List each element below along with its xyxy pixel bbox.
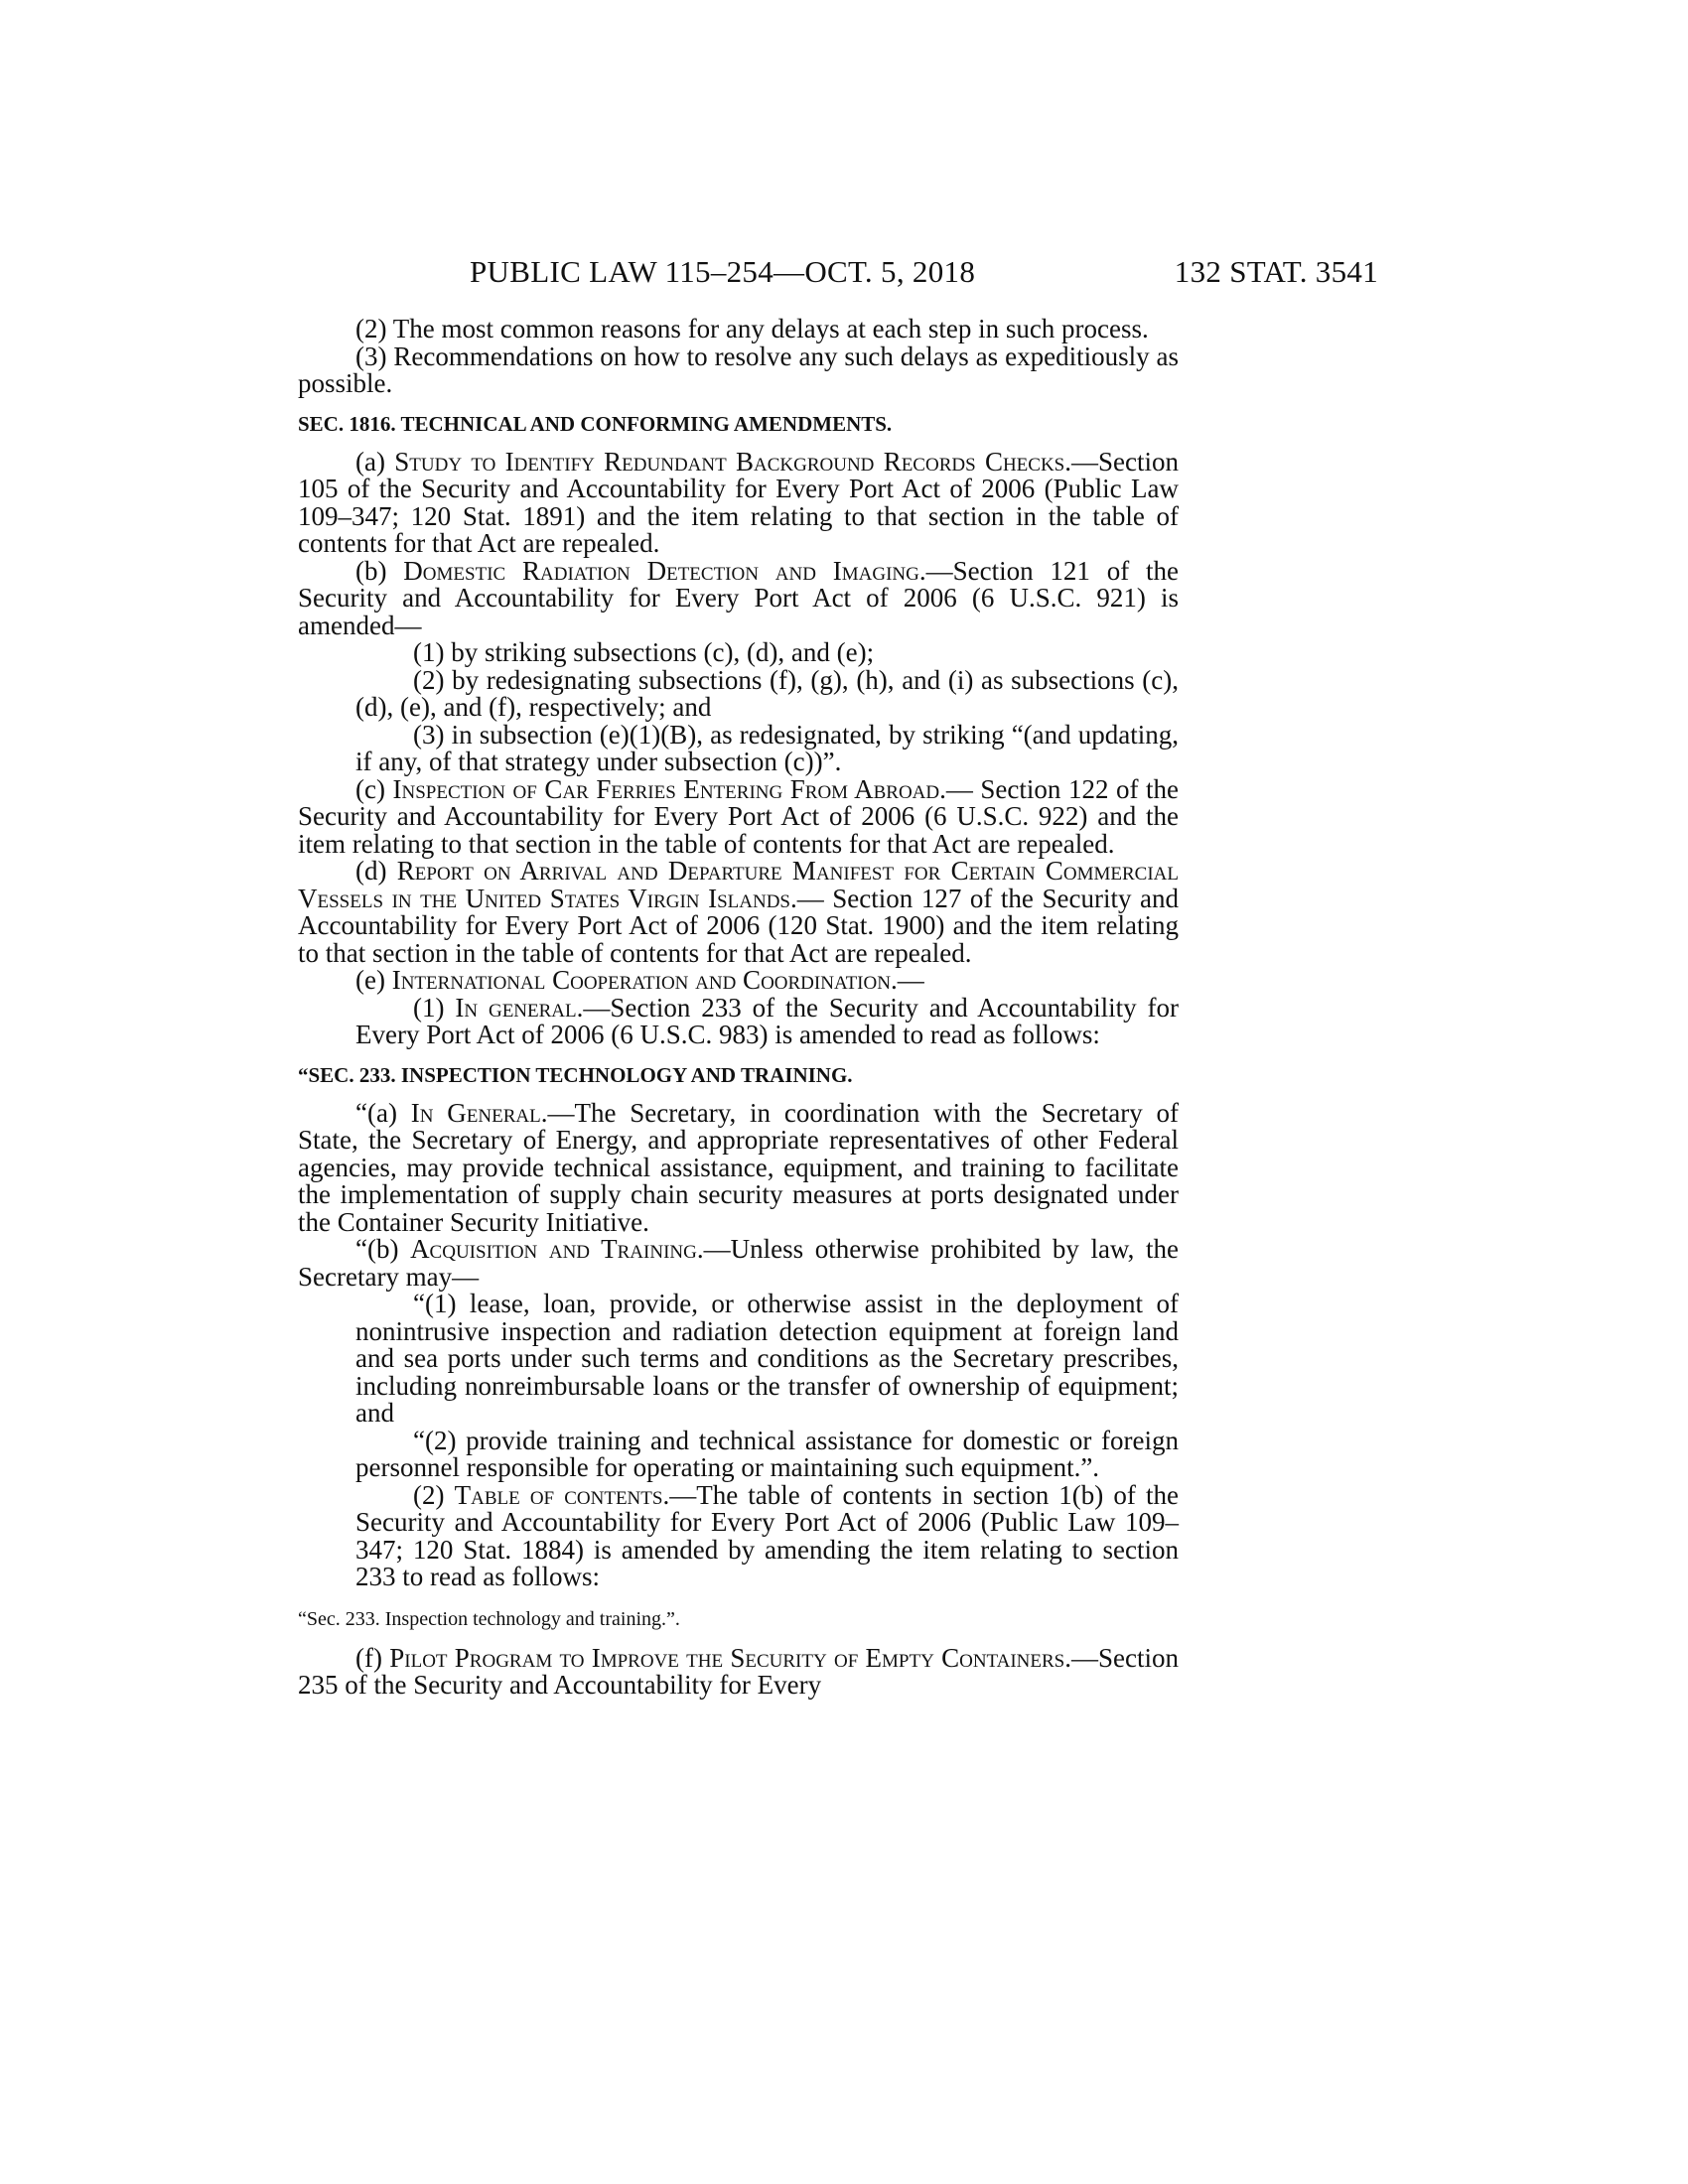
subsection-e-paragraph-2 (298, 1479, 1180, 1591)
subsection-c (298, 773, 1180, 859)
page-header (298, 250, 1378, 294)
subsection-e1-text: —Section 233 of the Security and Accountability for Every Port Act of 2006 (6 U.S.C. 983) is amended to read as follows: (355, 992, 1179, 1049)
section-233-a-caption: In General. (410, 1097, 548, 1128)
subsection-b-paragraph-1: (1) by striking subsections (c), (d), and (e); (413, 637, 875, 667)
section-233-heading: “SEC. 233. INSPECTION TECHNOLOGY AND TRAINING. (298, 1062, 853, 1087)
subsection-e (298, 967, 1179, 995)
statute-body (298, 316, 1179, 1700)
subsection-e1-label: (1) (413, 992, 456, 1023)
section-233-b-text: —Unless otherwise prohibited by law, the Secretary may— (298, 1234, 1179, 1292)
section-233-subsection-a (298, 1097, 1179, 1237)
subsection-c-caption: Inspection of Car Ferries Entering From Abroad. (392, 773, 946, 804)
subsection-c-text: — Section 122 of the Security and Accountability for Every Port Act of 2006 (6 U.S.C. 922) and the item relating to that section in the table of contents for that Act are repealed. (298, 773, 1180, 859)
subsection-c-label: (c) (355, 773, 393, 804)
subsection-e2-label: (2) (413, 1479, 455, 1510)
section-233-b-label: “(b) (355, 1234, 411, 1264)
subsection-e1-caption: In general. (455, 992, 584, 1023)
subsection-e-paragraph-1 (298, 992, 1179, 1049)
paragraph-2: (2) The most common reasons for any delays at each step in such process. (355, 314, 1149, 343)
subsection-b-label: (b) (355, 555, 404, 586)
section-233-b-paragraph-2: “(2) provide training and technical assistance for domestic or foreign personnel responsible for operating or maintaining such equipment.”. (355, 1425, 1179, 1482)
subsection-e-text: — (897, 965, 924, 995)
subsection-f (298, 1642, 1179, 1700)
subsection-e-caption: International Cooperation and Coordination. (391, 965, 898, 995)
subsection-d (298, 858, 1179, 967)
section-233-b-paragraph-1: “(1) lease, loan, provide, or otherwise assist in the deployment of nonintrusive inspection and radiation detection equipment at foreign land and sea ports under such terms and conditions as the Secretary prescribes, including nonreimbursable loans or the transfer of ownership of equipment; and (355, 1289, 1179, 1428)
subsection-a-caption: Study to Identify Redundant Background Records Checks. (394, 446, 1072, 477)
subsection-f-caption: Pilot Program to Improve the Security of Empty Containers. (389, 1642, 1071, 1673)
subsection-d-text: — Section 127 of the Security and Accountability for Every Port Act of 2006 (120 Stat. 1900) and the item relating to that section in the table of contents for that Act are repealed. (298, 883, 1179, 968)
subsection-e2-caption: Table of contents. (454, 1479, 670, 1510)
section-1816-heading: SEC. 1816. TECHNICAL AND CONFORMING AMENDMENTS. (298, 411, 893, 436)
subsection-a-label: (a) (355, 446, 395, 477)
subsection-a (298, 446, 1180, 558)
subsection-f-label: (f) (355, 1642, 390, 1673)
subsection-f-text: —Section 235 of the Security and Accountability for Every (298, 1642, 1179, 1700)
table-of-contents-item: “Sec. 233. Inspection technology and training.”. (298, 1607, 680, 1630)
subsection-d-label: (d) (355, 856, 397, 886)
subsection-b-paragraph-2: (2) by redesignating subsections (f), (g), (h), and (i) as subsections (c), (d), (e), and (f), respectively; and (355, 664, 1179, 722)
section-233-subsection-b (298, 1236, 1179, 1291)
section-233-b-caption: Acquisition and Training. (410, 1234, 704, 1264)
subsection-d-caption: Report on Arrival and Departure Manifest for Certain Commercial Vessels in the United States Virgin Islands. (298, 856, 1180, 913)
subsection-e2-text: —The table of contents in section 1(b) of the Security and Accountability for Every Port Act of 2006 (Public Law 109–347; 120 Stat. 1884) is amended by amending the item relating to section 233 to read as follows: (355, 1479, 1180, 1591)
stat-page-citation: 132 STAT. 3541 (1174, 254, 1378, 289)
section-233-a-text: —The Secretary, in coordination with the Secretary of State, the Secretary of Energy, and appropriate representatives of other Federal agencies, may provide technical assistance, equipment, and training to facilitate the implementation of supply chain security measures at ports designated under the Container Security Initiative. (298, 1097, 1179, 1237)
subsection-b-caption: Domestic Radiation Detection and Imaging. (403, 555, 926, 586)
subsection-b (298, 555, 1179, 640)
running-title: PUBLIC LAW 115–254—OCT. 5, 2018 (470, 254, 976, 289)
section-233-a-label: “(a) (355, 1097, 411, 1128)
subsection-b-paragraph-3: (3) in subsection (e)(1)(B), as redesignated, by striking “(and updating, if any, of that strategy under subsection (c))”. (355, 719, 1179, 776)
paragraph-3: (3) Recommendations on how to resolve any such delays as expeditiously as possible. (298, 341, 1179, 398)
subsection-e-label: (e) (355, 965, 392, 995)
subsection-b-text: —Section 121 of the Security and Accountability for Every Port Act of 2006 (6 U.S.C. 921) is amended— (298, 555, 1179, 640)
subsection-a-text: —Section 105 of the Security and Accountability for Every Port Act of 2006 (Public Law 109–347; 120 Stat. 1891) and the item relating to that section in the table of contents for that Act are repealed. (298, 446, 1180, 558)
